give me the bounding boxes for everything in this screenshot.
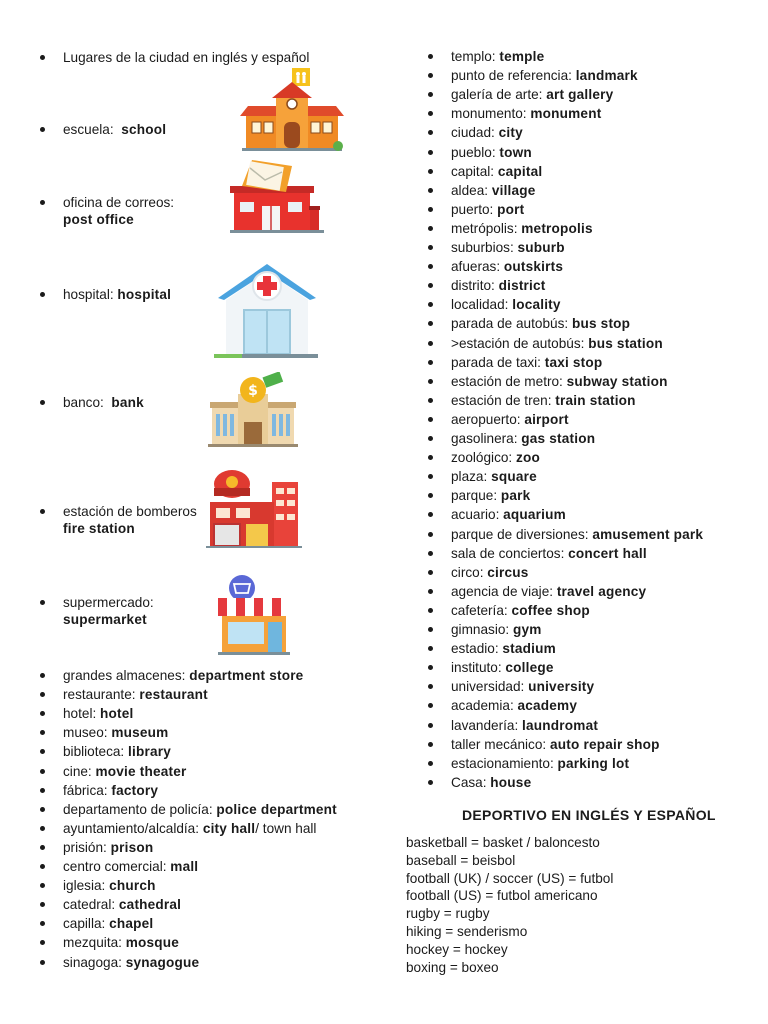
spanish-term: >estación de autobús:: [451, 335, 589, 351]
spanish-term: aeropuerto:: [451, 411, 525, 427]
spanish-term: cafetería:: [451, 602, 512, 618]
english-term: port: [497, 201, 525, 217]
english-term: temple: [499, 49, 545, 64]
english-term: aquarium: [503, 507, 566, 523]
list-item: [451, 67, 638, 84]
bullet: [40, 749, 45, 754]
list-item: [63, 915, 153, 932]
list-item: [451, 468, 537, 485]
english-term: mosque: [125, 935, 180, 951]
list-item: [451, 640, 556, 657]
spanish-term: aldea:: [451, 182, 492, 198]
bullet: [428, 207, 433, 212]
list-item: [451, 411, 569, 428]
bullet: [428, 54, 433, 59]
spanish-term: parque:: [451, 488, 501, 504]
bullet: [428, 665, 433, 670]
list-item: [451, 48, 544, 65]
english-term: college: [505, 660, 554, 676]
list-item: [451, 163, 542, 180]
spanish-term: punto de referencia:: [451, 68, 576, 84]
list-item: [63, 877, 156, 894]
hospital-icon: [214, 260, 320, 360]
english-term: circus: [487, 564, 529, 580]
list-item: [451, 621, 542, 638]
spanish-term: gimnasio:: [451, 622, 513, 637]
list-item: [451, 86, 613, 103]
spanish-term: lavandería:: [451, 717, 523, 733]
english-term: locality: [512, 297, 561, 313]
list-item: [451, 392, 636, 409]
english-term: zoo: [516, 450, 541, 466]
bullet: [428, 321, 433, 326]
bullet: [40, 960, 45, 965]
english-term: gas station: [521, 431, 596, 446]
list-item: [63, 858, 198, 875]
bullet: [428, 283, 433, 288]
list-item: [451, 583, 646, 600]
english-term: bus stop: [571, 316, 631, 332]
english-term: district: [498, 278, 546, 294]
list-item: [451, 354, 602, 371]
spanish-term: capital:: [451, 163, 498, 179]
spanish-term: parada de autobús:: [451, 316, 572, 332]
english-term: department store: [189, 668, 304, 683]
bank-icon: [208, 372, 298, 448]
bullet: [40, 864, 45, 869]
list-item: [451, 315, 630, 332]
list-item: [451, 545, 647, 562]
list-item: [451, 144, 532, 161]
bullet: [40, 509, 45, 514]
list-item: [451, 506, 566, 523]
bullet: [40, 292, 45, 297]
bullet: [40, 883, 45, 888]
list-item-bank: banco: bank: [63, 395, 144, 410]
svg-text:$: $: [248, 383, 258, 399]
list-item: [63, 896, 181, 913]
list-item: [451, 182, 536, 199]
list-item: [451, 124, 523, 141]
bullet: [428, 188, 433, 193]
bullet: [428, 436, 433, 441]
spanish-term: grandes almacenes:: [63, 668, 190, 683]
list-item: [451, 430, 595, 447]
bullet: [428, 608, 433, 613]
spanish-term: plaza:: [451, 469, 492, 485]
bullet: [40, 711, 45, 716]
bullet: [428, 302, 433, 307]
list-item: [451, 201, 524, 218]
list-item: [451, 449, 540, 466]
spanish-term: metrópolis:: [451, 220, 522, 236]
bullet: [40, 845, 45, 850]
bullet: [428, 723, 433, 728]
bullet: [40, 400, 45, 405]
bullet: [428, 761, 433, 766]
bullet: [428, 780, 433, 785]
english-term: monument: [530, 106, 602, 122]
spanish-term: zoológico:: [451, 450, 516, 466]
bullet: [40, 600, 45, 605]
spanish-term: estación de metro:: [451, 373, 567, 389]
spanish-term: sala de conciertos:: [451, 545, 569, 561]
english-term: hotel: [100, 706, 134, 722]
bullet: [428, 455, 433, 460]
english-term: travel agency: [556, 583, 647, 599]
list-item: [451, 755, 629, 772]
english-term: square: [491, 469, 537, 485]
list-item: [451, 239, 565, 256]
sports-item: football (US) = futbol americano: [406, 888, 598, 904]
list-item: [63, 820, 316, 837]
sports-item: boxing = boxeo: [406, 959, 499, 975]
english-term: village: [491, 182, 536, 198]
english-term: library: [128, 744, 171, 760]
bullet: [428, 551, 433, 556]
bullet: [428, 341, 433, 346]
spanish-term: catedral:: [63, 897, 119, 913]
english-term: synagogue: [125, 954, 200, 970]
post-office-icon: [230, 156, 326, 234]
spanish-term: departamento de policía:: [63, 801, 217, 817]
bullet: [428, 169, 433, 174]
english-term: mall: [170, 859, 199, 874]
english-term: capital: [497, 163, 543, 179]
bullet: [428, 742, 433, 747]
bullet: [40, 730, 45, 735]
bullet: [428, 684, 433, 689]
english-term: cathedral: [118, 897, 182, 913]
english-term: suburb: [517, 240, 565, 255]
english-term: gym: [512, 622, 542, 637]
bullet: [428, 150, 433, 155]
list-item: [63, 801, 337, 818]
spanish-term: monumento:: [451, 106, 531, 122]
bullet: [40, 940, 45, 945]
list-item: [451, 487, 530, 504]
list-item: [451, 678, 594, 695]
spanish-term: restaurante:: [63, 687, 140, 703]
spanish-term: acuario:: [451, 507, 504, 523]
english-term: house: [490, 774, 532, 790]
bullet: [428, 245, 433, 250]
english-term: chapel: [109, 916, 154, 932]
spanish-term: puerto:: [451, 201, 498, 217]
bullet: [40, 902, 45, 907]
spanish-term: centro comercial:: [63, 859, 171, 874]
english-term: outskirts: [503, 259, 564, 275]
english-term: university: [528, 679, 595, 695]
list-item-supermarket: supermercado: supermarket: [63, 595, 154, 627]
english-term: police department: [216, 801, 337, 817]
bullet: [428, 92, 433, 97]
bullet: [40, 673, 45, 678]
english-term: auto repair shop: [549, 736, 660, 752]
spanish-term: templo:: [451, 49, 500, 64]
list-item: [63, 724, 168, 741]
bullet: [40, 200, 45, 205]
list-item: [451, 564, 529, 581]
list-item-hospital: hospital: hospital: [63, 287, 172, 302]
list-item: [63, 954, 199, 971]
intro-text: Lugares de la ciudad en inglés y español: [63, 50, 310, 65]
english-term: city hall: [202, 820, 256, 836]
list-item: [63, 839, 153, 856]
spanish-term: Casa:: [451, 774, 491, 790]
english-term: taxi stop: [544, 354, 603, 370]
list-item: [63, 667, 303, 684]
spanish-term: parque de diversiones:: [451, 526, 593, 542]
english-term: prison: [110, 839, 154, 855]
spanish-term: cine:: [63, 763, 96, 779]
english-term: concert hall: [568, 545, 647, 561]
bullet: [428, 474, 433, 479]
english-term: subway station: [566, 373, 668, 389]
spanish-term: galería de arte:: [451, 87, 547, 103]
bullet: [428, 73, 433, 78]
spanish-term: circo:: [451, 564, 488, 580]
list-item: [63, 743, 171, 760]
spanish-term: taller mecánico:: [451, 736, 550, 752]
english-term: art gallery: [546, 87, 614, 103]
list-item: [63, 934, 179, 951]
list-item-school: escuela: school: [63, 122, 167, 137]
english-term: laundromat: [522, 717, 599, 733]
bullet: [40, 55, 45, 60]
list-item-fire-station: estación de bomberos fire station: [63, 504, 197, 536]
bullet: [428, 379, 433, 384]
list-item: [451, 717, 598, 734]
bullet: [428, 398, 433, 403]
spanish-term: academia:: [451, 698, 518, 714]
english-term: park: [500, 488, 531, 504]
spanish-term: capilla:: [63, 916, 110, 932]
bullet: [428, 111, 433, 116]
english-term: factory: [111, 782, 159, 798]
sports-item: hiking = senderismo: [406, 924, 528, 939]
english-term: museum: [111, 725, 169, 741]
spanish-term: estación de tren:: [451, 392, 556, 408]
list-item-post-office: oficina de correos: post office: [63, 195, 175, 227]
english-term: metropolis: [521, 220, 593, 236]
spanish-term: mezquita:: [63, 935, 126, 951]
sports-item: rugby = rugby: [406, 906, 490, 922]
supermarket-icon: [214, 574, 292, 656]
bullet: [428, 532, 433, 537]
english-term: restaurant: [139, 687, 208, 703]
spanish-term: prisión:: [63, 839, 111, 855]
english-term: town: [499, 144, 532, 160]
english-term: airport: [524, 411, 569, 427]
sports-item: hockey = hockey: [406, 941, 508, 957]
bullet: [428, 512, 433, 517]
alternate-term: / town hall: [255, 820, 317, 836]
bullet: [428, 417, 433, 422]
english-term: stadium: [502, 641, 556, 657]
spanish-term: museo:: [63, 725, 112, 741]
list-item: [451, 373, 668, 390]
spanish-term: distrito:: [451, 278, 499, 294]
bullet: [40, 692, 45, 697]
bullet: [428, 703, 433, 708]
spanish-term: parada de taxi:: [451, 354, 545, 370]
sports-item: basketball = basket / baloncesto: [406, 835, 600, 850]
bullet: [428, 360, 433, 365]
spanish-term: afueras:: [451, 259, 504, 275]
list-item: [451, 736, 660, 753]
bullet: [428, 589, 433, 594]
spanish-term: instituto:: [451, 660, 506, 676]
english-term: parking lot: [557, 755, 630, 771]
list-item: [451, 277, 546, 294]
bullet: [428, 493, 433, 498]
bullet: [428, 646, 433, 651]
list-item: [451, 774, 531, 791]
list-item: [63, 705, 134, 722]
english-term: landmark: [575, 68, 638, 84]
english-term: train station: [555, 392, 636, 408]
bullet: [40, 788, 45, 793]
sports-item: football (UK) / soccer (US) = futbol: [406, 870, 614, 886]
spanish-term: estacionamiento:: [451, 755, 558, 771]
sports-item: baseball = beisbol: [406, 852, 516, 868]
spanish-term: sinagoga:: [63, 954, 126, 970]
list-item: [63, 782, 158, 799]
english-term: academy: [517, 698, 578, 714]
bullet: [428, 130, 433, 135]
english-term: coffee shop: [511, 602, 590, 618]
bullet: [428, 226, 433, 231]
list-item: [451, 526, 703, 543]
sports-section-title: DEPORTIVO EN INGLÉS Y ESPAÑOL: [462, 807, 716, 823]
list-item: [451, 296, 561, 313]
list-item: [451, 697, 577, 714]
bullet: [428, 627, 433, 632]
list-item: [63, 763, 187, 780]
spanish-term: estadio:: [451, 641, 503, 657]
list-item: [451, 659, 554, 676]
list-item: [451, 335, 663, 352]
bullet: [40, 127, 45, 132]
bullet: [428, 570, 433, 575]
spanish-term: hotel:: [63, 706, 101, 722]
english-term: bus station: [588, 335, 663, 351]
spanish-term: localidad:: [451, 297, 513, 313]
bullet: [40, 826, 45, 831]
list-item: [451, 602, 590, 619]
spanish-term: agencia de viaje:: [451, 583, 557, 599]
spanish-term: universidad:: [451, 679, 529, 695]
list-item: [451, 258, 563, 275]
spanish-term: ciudad:: [451, 125, 499, 141]
bullet: [40, 921, 45, 926]
spanish-term: ayuntamiento/alcaldía:: [63, 820, 203, 836]
spanish-term: gasolinera:: [451, 431, 522, 446]
school-icon: [238, 66, 346, 152]
spanish-term: pueblo:: [451, 144, 500, 160]
english-term: city: [498, 125, 523, 141]
bullet: [40, 769, 45, 774]
bullet: [40, 807, 45, 812]
english-term: movie theater: [95, 763, 187, 779]
list-item: [451, 220, 593, 237]
spanish-term: biblioteca:: [63, 744, 128, 760]
english-term: amusement park: [592, 526, 704, 542]
bullet: [428, 264, 433, 269]
fire-station-icon: [206, 468, 302, 548]
english-term: church: [109, 878, 156, 894]
list-item: [451, 105, 601, 122]
list-item: [63, 686, 208, 703]
spanish-term: iglesia:: [63, 878, 110, 894]
spanish-term: fábrica:: [63, 782, 112, 798]
spanish-term: suburbios:: [451, 240, 518, 255]
